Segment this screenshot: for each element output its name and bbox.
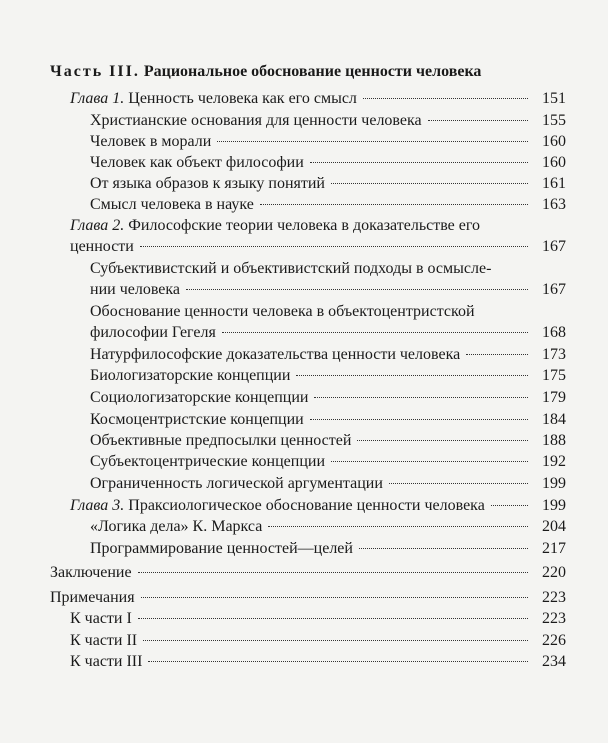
page-number: 167: [542, 281, 566, 298]
toc-entry-section: [90, 131, 566, 152]
leader-dots: [363, 98, 528, 99]
section-title: Натурфилософские доказательства ценности человека: [90, 346, 461, 363]
toc-entry-section: [90, 387, 566, 408]
part-heading: [50, 62, 590, 82]
toc-entry-section: [90, 152, 566, 173]
leader-dots: [331, 461, 528, 462]
leader-dots: [331, 183, 528, 184]
toc-entry-chapter-1: [70, 88, 566, 109]
page-number: 173: [542, 346, 566, 363]
page-number: 220: [542, 564, 566, 581]
page-number: 160: [542, 154, 566, 171]
toc-entry-section: [90, 473, 566, 494]
section-title-cont: философии Гегеля: [90, 324, 216, 341]
page-number: 223: [542, 589, 566, 606]
section-title: Объективные предпосылки ценностей: [90, 432, 352, 449]
chapter-title: Праксиологическое обоснование ценности человека: [128, 497, 485, 514]
notes-part-title: К части II: [70, 632, 138, 649]
page-number: 168: [542, 324, 566, 341]
section-title: Биологизаторские концепции: [90, 367, 291, 384]
toc-entry-section: [90, 365, 566, 386]
section-title-line: Субъективистский и объективистский подходы в осмысле-: [90, 260, 492, 277]
page-number: 160: [542, 133, 566, 150]
toc-entry-section: [90, 110, 566, 131]
toc-entry-section: [90, 194, 566, 215]
leader-dots: [389, 483, 528, 484]
leader-dots: [314, 397, 528, 398]
leader-dots: [296, 375, 528, 376]
toc-entry-section: [90, 538, 566, 559]
leader-dots: [466, 354, 528, 355]
section-title: Христианские основания для ценности человека: [90, 112, 422, 129]
section-title: Программирование ценностей—целей: [90, 540, 353, 557]
section-title: Ограниченность логической аргументации: [90, 475, 383, 492]
toc-entry-notes-part: [70, 651, 566, 672]
section-title-line: Обоснование ценности человека в объектоцентристской: [90, 303, 475, 320]
chapter-title-line: [70, 215, 480, 236]
toc-entry-section: [90, 322, 566, 343]
chapter-title: Философские теории человека в доказательстве его: [128, 217, 481, 234]
page-number: 188: [542, 432, 566, 449]
leader-dots: [140, 246, 528, 247]
leader-dots: [359, 548, 528, 549]
toc-entry-section: [90, 344, 566, 365]
page-number: 199: [542, 475, 566, 492]
toc-entry-section: [90, 516, 566, 537]
leader-dots: [310, 162, 528, 163]
conclusion-title: Заключение: [50, 564, 132, 581]
section-title: Человек как объект философии: [90, 154, 304, 171]
chapter-prefix: Глава 3.: [70, 497, 125, 514]
page-number: 184: [542, 411, 566, 428]
page-number: 226: [542, 632, 566, 649]
toc-entry-chapter-2: [70, 236, 566, 257]
section-title: Субъектоцентрические концепции: [90, 453, 326, 470]
page-number: 155: [542, 112, 566, 129]
page-number: 163: [542, 196, 566, 213]
page-number: 151: [542, 90, 566, 107]
toc-entry-section: [90, 451, 566, 472]
page-number: 204: [542, 518, 566, 535]
page-number: 192: [542, 453, 566, 470]
toc-entry-section: [90, 430, 566, 451]
page-number: 223: [542, 610, 566, 627]
section-title-cont: нии человека: [90, 281, 181, 298]
notes-part-title: К части III: [70, 653, 143, 670]
leader-dots: [141, 597, 528, 598]
page-number: 175: [542, 367, 566, 384]
notes-title: Примечания: [50, 589, 135, 606]
toc-entry-notes-part: [70, 630, 566, 651]
toc-entry-section: [90, 409, 566, 430]
section-title: «Логика дела» К. Маркса: [90, 518, 263, 535]
page-number: 167: [542, 238, 566, 255]
part-label: Часть III.: [50, 63, 140, 80]
leader-dots: [143, 640, 528, 641]
section-title: Космоцентристские концепции: [90, 411, 304, 428]
chapter-prefix: Глава 1.: [70, 90, 125, 107]
leader-dots: [310, 419, 528, 420]
toc-entry-conclusion: [50, 562, 566, 583]
section-title: Смысл человека в науке: [90, 196, 254, 213]
section-title: Человек в морали: [90, 133, 212, 150]
toc-entry-section: [90, 173, 566, 194]
toc-entry-chapter-3: [70, 495, 566, 516]
chapter-prefix: Глава 2.: [70, 217, 125, 234]
leader-dots: [491, 505, 528, 506]
leader-dots: [217, 141, 528, 142]
toc-entry-notes: [50, 587, 566, 608]
part-title-text: Рациональное обоснование ценности человека: [143, 63, 482, 80]
page-number: 234: [542, 653, 566, 670]
page-number: 217: [542, 540, 566, 557]
leader-dots: [357, 440, 528, 441]
chapter-title-cont: ценности: [70, 238, 134, 255]
page-number: 199: [542, 497, 566, 514]
leader-dots: [268, 526, 528, 527]
page-number: 179: [542, 389, 566, 406]
leader-dots: [186, 289, 528, 290]
toc-entry-notes-part: [70, 608, 566, 629]
leader-dots: [148, 661, 528, 662]
leader-dots: [138, 572, 528, 573]
section-title: Социологизаторские концепции: [90, 389, 309, 406]
leader-dots: [428, 120, 528, 121]
toc-entry-section: [90, 279, 566, 300]
notes-part-title: К части I: [70, 610, 132, 627]
page-number: 161: [542, 175, 566, 192]
leader-dots: [222, 332, 528, 333]
leader-dots: [260, 204, 528, 205]
section-title: От языка образов к языку понятий: [90, 175, 325, 192]
leader-dots: [138, 618, 528, 619]
chapter-title: Ценность человека как его смысл: [128, 90, 357, 107]
